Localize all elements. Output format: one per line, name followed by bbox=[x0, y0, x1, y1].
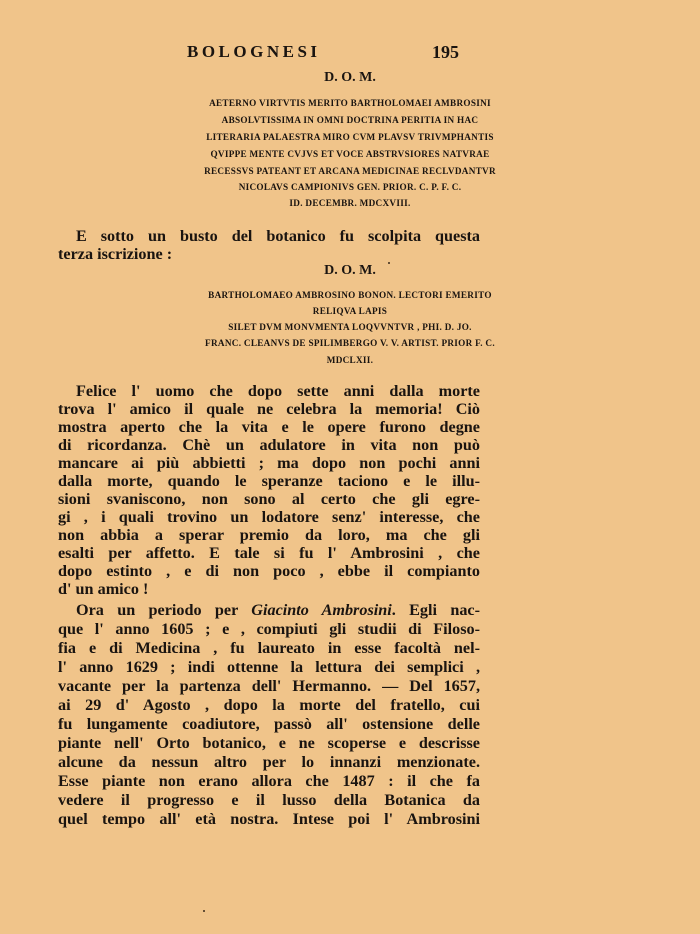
paragraph-line: esalti per affetto. E tale si fu l' Ambrosini , che bbox=[58, 544, 480, 562]
paragraph2-prefix: Ora un periodo per bbox=[76, 601, 252, 619]
inscription1-line: RECESSVS PATEANT ET ARCANA MEDICINAE RECLVDANTVR bbox=[204, 166, 496, 176]
paragraph-line: gi , i quali trovino un lodatore senz' interesse, che bbox=[58, 508, 480, 526]
paragraph-line: quel tempo all' età nostra. Intese poi l' Ambrosini bbox=[58, 810, 480, 828]
paragraph-line bbox=[58, 601, 480, 619]
inscription2-line: MDCLXII. bbox=[326, 355, 374, 365]
paragraph-line: di ricordanza. Chè un adulatore in vita non può bbox=[58, 436, 480, 454]
paragraph-line: mancare ai più abbietti ; ma dopo non pochi anni bbox=[58, 454, 480, 472]
paragraph-line: piante nell' Orto botanico, e ne scoperse e descrisse bbox=[58, 734, 480, 752]
paragraph-line: trova l' amico il quale ne celebra la memoria! Ciò bbox=[58, 400, 480, 418]
inscription1-line: ABSOLVTISSIMA IN OMNI DOCTRINA PERITIA IN HAC bbox=[221, 115, 479, 125]
paragraph-line: ai 29 d' Agosto , dopo la morte del fratello, cui bbox=[58, 696, 480, 714]
inscription2-heading: D. O. M. bbox=[324, 263, 376, 278]
inscription1-line: QVIPPE MENTE CVJVS ET VOCE ABSTRVSIORES NATVRAE bbox=[210, 149, 490, 159]
person-name: Giacinto Ambrosini bbox=[251, 601, 392, 619]
paragraph-line: Esse piante non erano allora che 1487 : il che fa bbox=[58, 772, 480, 790]
inscription2-line: RELIQVA LAPIS bbox=[312, 306, 388, 316]
scan-speck bbox=[203, 910, 205, 912]
paragraph-line: sioni svaniscono, non sono al certo che gli egre- bbox=[58, 490, 480, 508]
paragraph-line: vacante per la partenza dell' Hermanno. — Del 1657, bbox=[58, 677, 480, 695]
paragraph-line: dopo estinto , e di non poco , ebbe il compianto bbox=[58, 562, 480, 580]
intro-line: terza iscrizione : bbox=[58, 245, 173, 263]
intro-line: E sotto un busto del botanico fu scolpita questa bbox=[76, 227, 480, 245]
inscription1-line: NICOLAVS CAMPIONIVS GEN. PRIOR. C. P. F. C. bbox=[238, 182, 462, 192]
paragraph-line: non abbia a sperar premio da loro, ma che gli bbox=[58, 526, 480, 544]
inscription1-line: AETERNO VIRTVTIS MERITO BARTHOLOMAEI AMBROSINI bbox=[209, 98, 491, 108]
inscription2-line: SILET DVM MONVMENTA LOQVVNTVR , PHI. D. JO. bbox=[228, 322, 472, 332]
inscription2-line: BARTHOLOMAEO AMBROSINO BONON. LECTORI EMERITO bbox=[208, 290, 492, 300]
paragraph-line: que l' anno 1605 ; e , compiuti gli studii di Filoso- bbox=[58, 620, 480, 638]
paragraph-line: dalla morte, quando le speranze taciono e le illu- bbox=[58, 472, 480, 490]
paragraph-line: vedere il progresso e il lusso della Botanica da bbox=[58, 791, 480, 809]
inscription1-heading: D. O. M. bbox=[324, 70, 376, 85]
paragraph-line: d' un amico ! bbox=[58, 580, 149, 598]
scan-speck bbox=[388, 262, 390, 264]
page-number: 195 bbox=[432, 42, 459, 62]
running-title: BOLOGNESI bbox=[187, 42, 321, 61]
paragraph-line: fia e di Medicina , fu laureato in esse facoltà nel- bbox=[58, 639, 480, 657]
paragraph-line: fu lungamente coadiutore, passò all' ostensione delle bbox=[58, 715, 480, 733]
paragraph-line: alcune da nessun altro per lo innanzi menzionate. bbox=[58, 753, 480, 771]
paragraph-line: mostra aperto che la vita e le opere furono degne bbox=[58, 418, 480, 436]
paragraph-line: l' anno 1629 ; indi ottenne la lettura dei semplici , bbox=[58, 658, 480, 676]
inscription1-line: ID. DECEMBR. MDCXVIII. bbox=[289, 198, 411, 208]
paragraph2-suffix: . Egli nac- bbox=[391, 601, 480, 619]
paragraph-line: Felice l' uomo che dopo sette anni dalla morte bbox=[76, 382, 480, 400]
inscription2-line: FRANC. CLEANVS DE SPILIMBERGO V. V. ARTIST. PRIOR F. C. bbox=[205, 338, 495, 348]
inscription1-line: LITERARIA PALAESTRA MIRO CVM PLAVSV TRIVMPHANTIS bbox=[206, 132, 494, 142]
